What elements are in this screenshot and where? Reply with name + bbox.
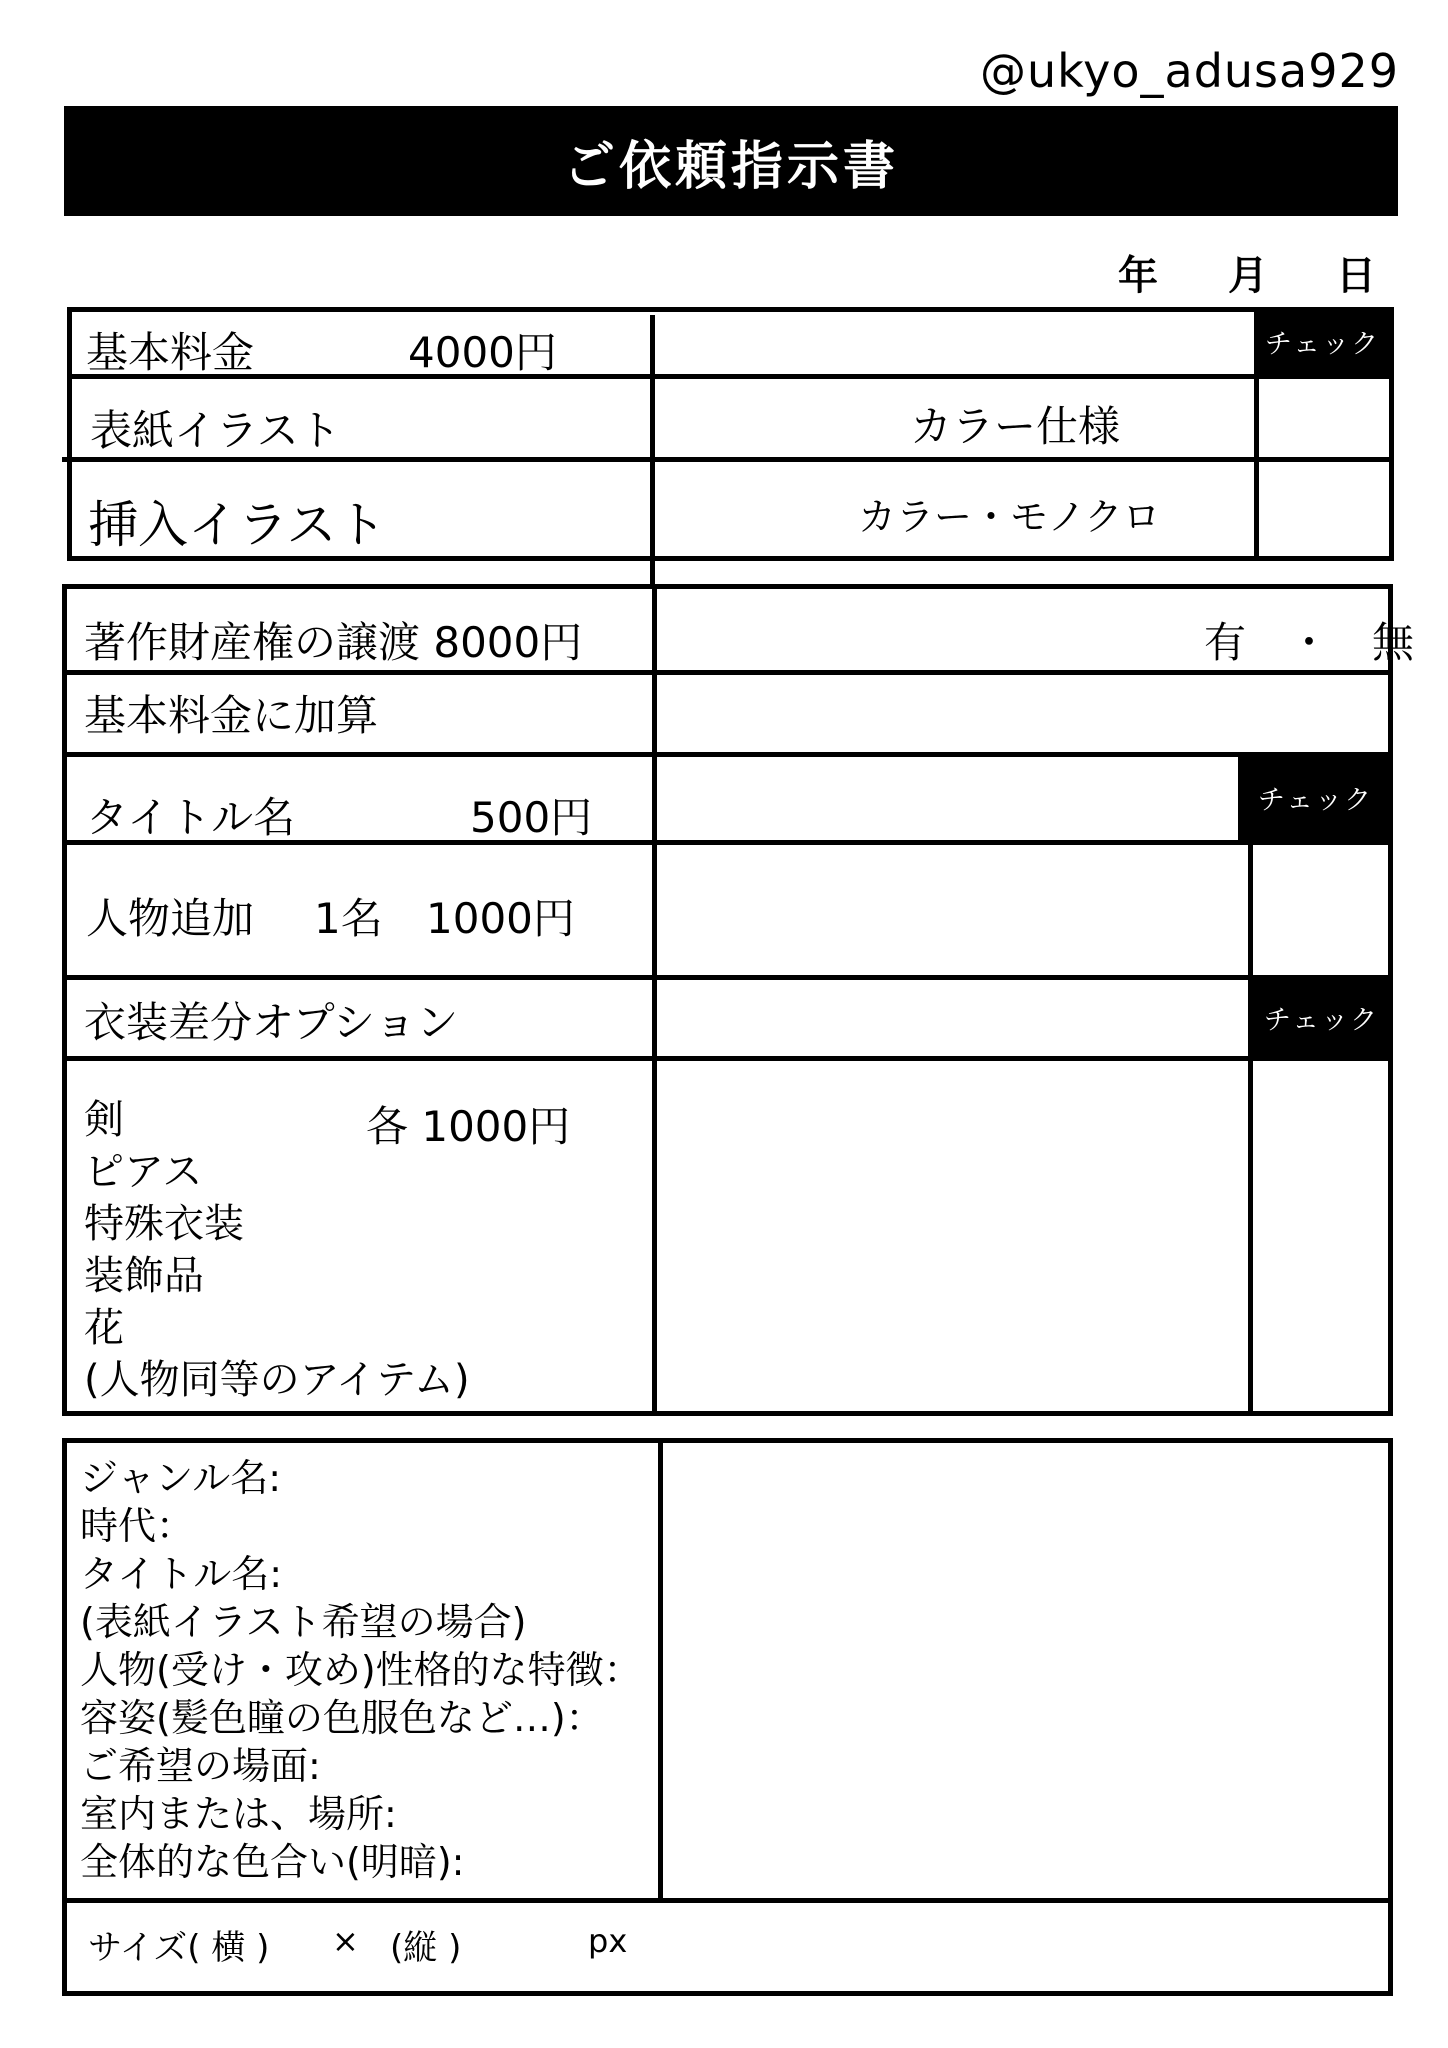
field-color-tone: 全体的な色合い(明暗):	[80, 1840, 465, 1884]
cover-color-spec: カラー仕様	[910, 402, 1121, 451]
title-name-price: 500円	[470, 793, 593, 842]
list-item: ピアス	[84, 1149, 203, 1195]
costume-check-header: チェック	[1250, 978, 1393, 1056]
title-name-label: タイトル名	[86, 793, 296, 842]
column-divider	[658, 1438, 663, 1902]
divider	[62, 1898, 1393, 1903]
insert-color-spec: カラー・モノクロ	[858, 495, 1161, 539]
costume-option-label: 衣装差分オプション	[84, 998, 459, 1047]
person-add-price: 1000円	[426, 894, 575, 943]
person-add-label: 人物追加	[86, 894, 255, 943]
divider	[62, 1056, 1393, 1061]
page-title: ご依頼指示書	[562, 136, 899, 197]
copyright-note: 基本料金に加算	[84, 691, 379, 740]
field-scene: ご希望の場面:	[80, 1744, 321, 1788]
field-location: 室内または、場所:	[80, 1792, 397, 1836]
base-fee-price: 4000円	[408, 328, 557, 377]
option-items-list	[84, 1094, 470, 1406]
divider	[62, 752, 1393, 757]
divider	[62, 670, 1393, 675]
insert-illust-label: 挿入イラスト	[88, 496, 387, 554]
list-item: 特殊衣装	[84, 1201, 244, 1247]
size-height-label: (縦 )	[390, 1928, 462, 1968]
date-month-label: 月	[1228, 253, 1268, 299]
size-times: ×	[332, 1922, 359, 1960]
copyright-transfer-label: 著作財産権の譲渡 8000円	[84, 618, 583, 667]
field-appearance: 容姿(髪色瞳の色服色など…)：	[80, 1696, 604, 1740]
list-item: 花	[84, 1305, 124, 1351]
items-price: 各 1000円	[366, 1102, 571, 1151]
check-header: チェック	[1254, 309, 1391, 374]
person-add-count: 1名	[314, 894, 383, 943]
author-handle: @ukyo_adusa929	[980, 44, 1400, 98]
title-check-header: チェック	[1238, 755, 1393, 840]
column-divider	[652, 584, 657, 1416]
date-year-label: 年	[1118, 253, 1158, 299]
request-fields-list	[80, 1454, 642, 1886]
check-column-divider	[1248, 752, 1253, 1416]
size-width-label: サイズ( 横 )	[88, 1928, 270, 1968]
column-divider	[650, 315, 655, 585]
list-item: 剣	[84, 1097, 124, 1143]
list-item: (人物同等のアイテム)	[84, 1357, 470, 1403]
field-cover-note: (表紙イラスト希望の場合)	[80, 1600, 527, 1644]
cover-illust-label: 表紙イラスト	[90, 406, 341, 455]
date-day-label: 日	[1336, 253, 1376, 299]
base-fee-label: 基本料金	[86, 328, 255, 377]
field-title: タイトル名:	[80, 1552, 283, 1596]
title-bar	[64, 106, 1398, 216]
field-era: 時代：	[80, 1504, 195, 1548]
list-item: 装飾品	[84, 1253, 204, 1299]
field-character-traits: 人物(受け・攻め)性格的な特徴：	[80, 1648, 642, 1692]
divider	[67, 374, 1394, 379]
size-unit: px	[588, 1922, 628, 1960]
divider	[62, 975, 1393, 980]
field-genre: ジャンル名:	[80, 1456, 282, 1500]
copyright-choice: 有 ・ 無	[1204, 618, 1415, 667]
